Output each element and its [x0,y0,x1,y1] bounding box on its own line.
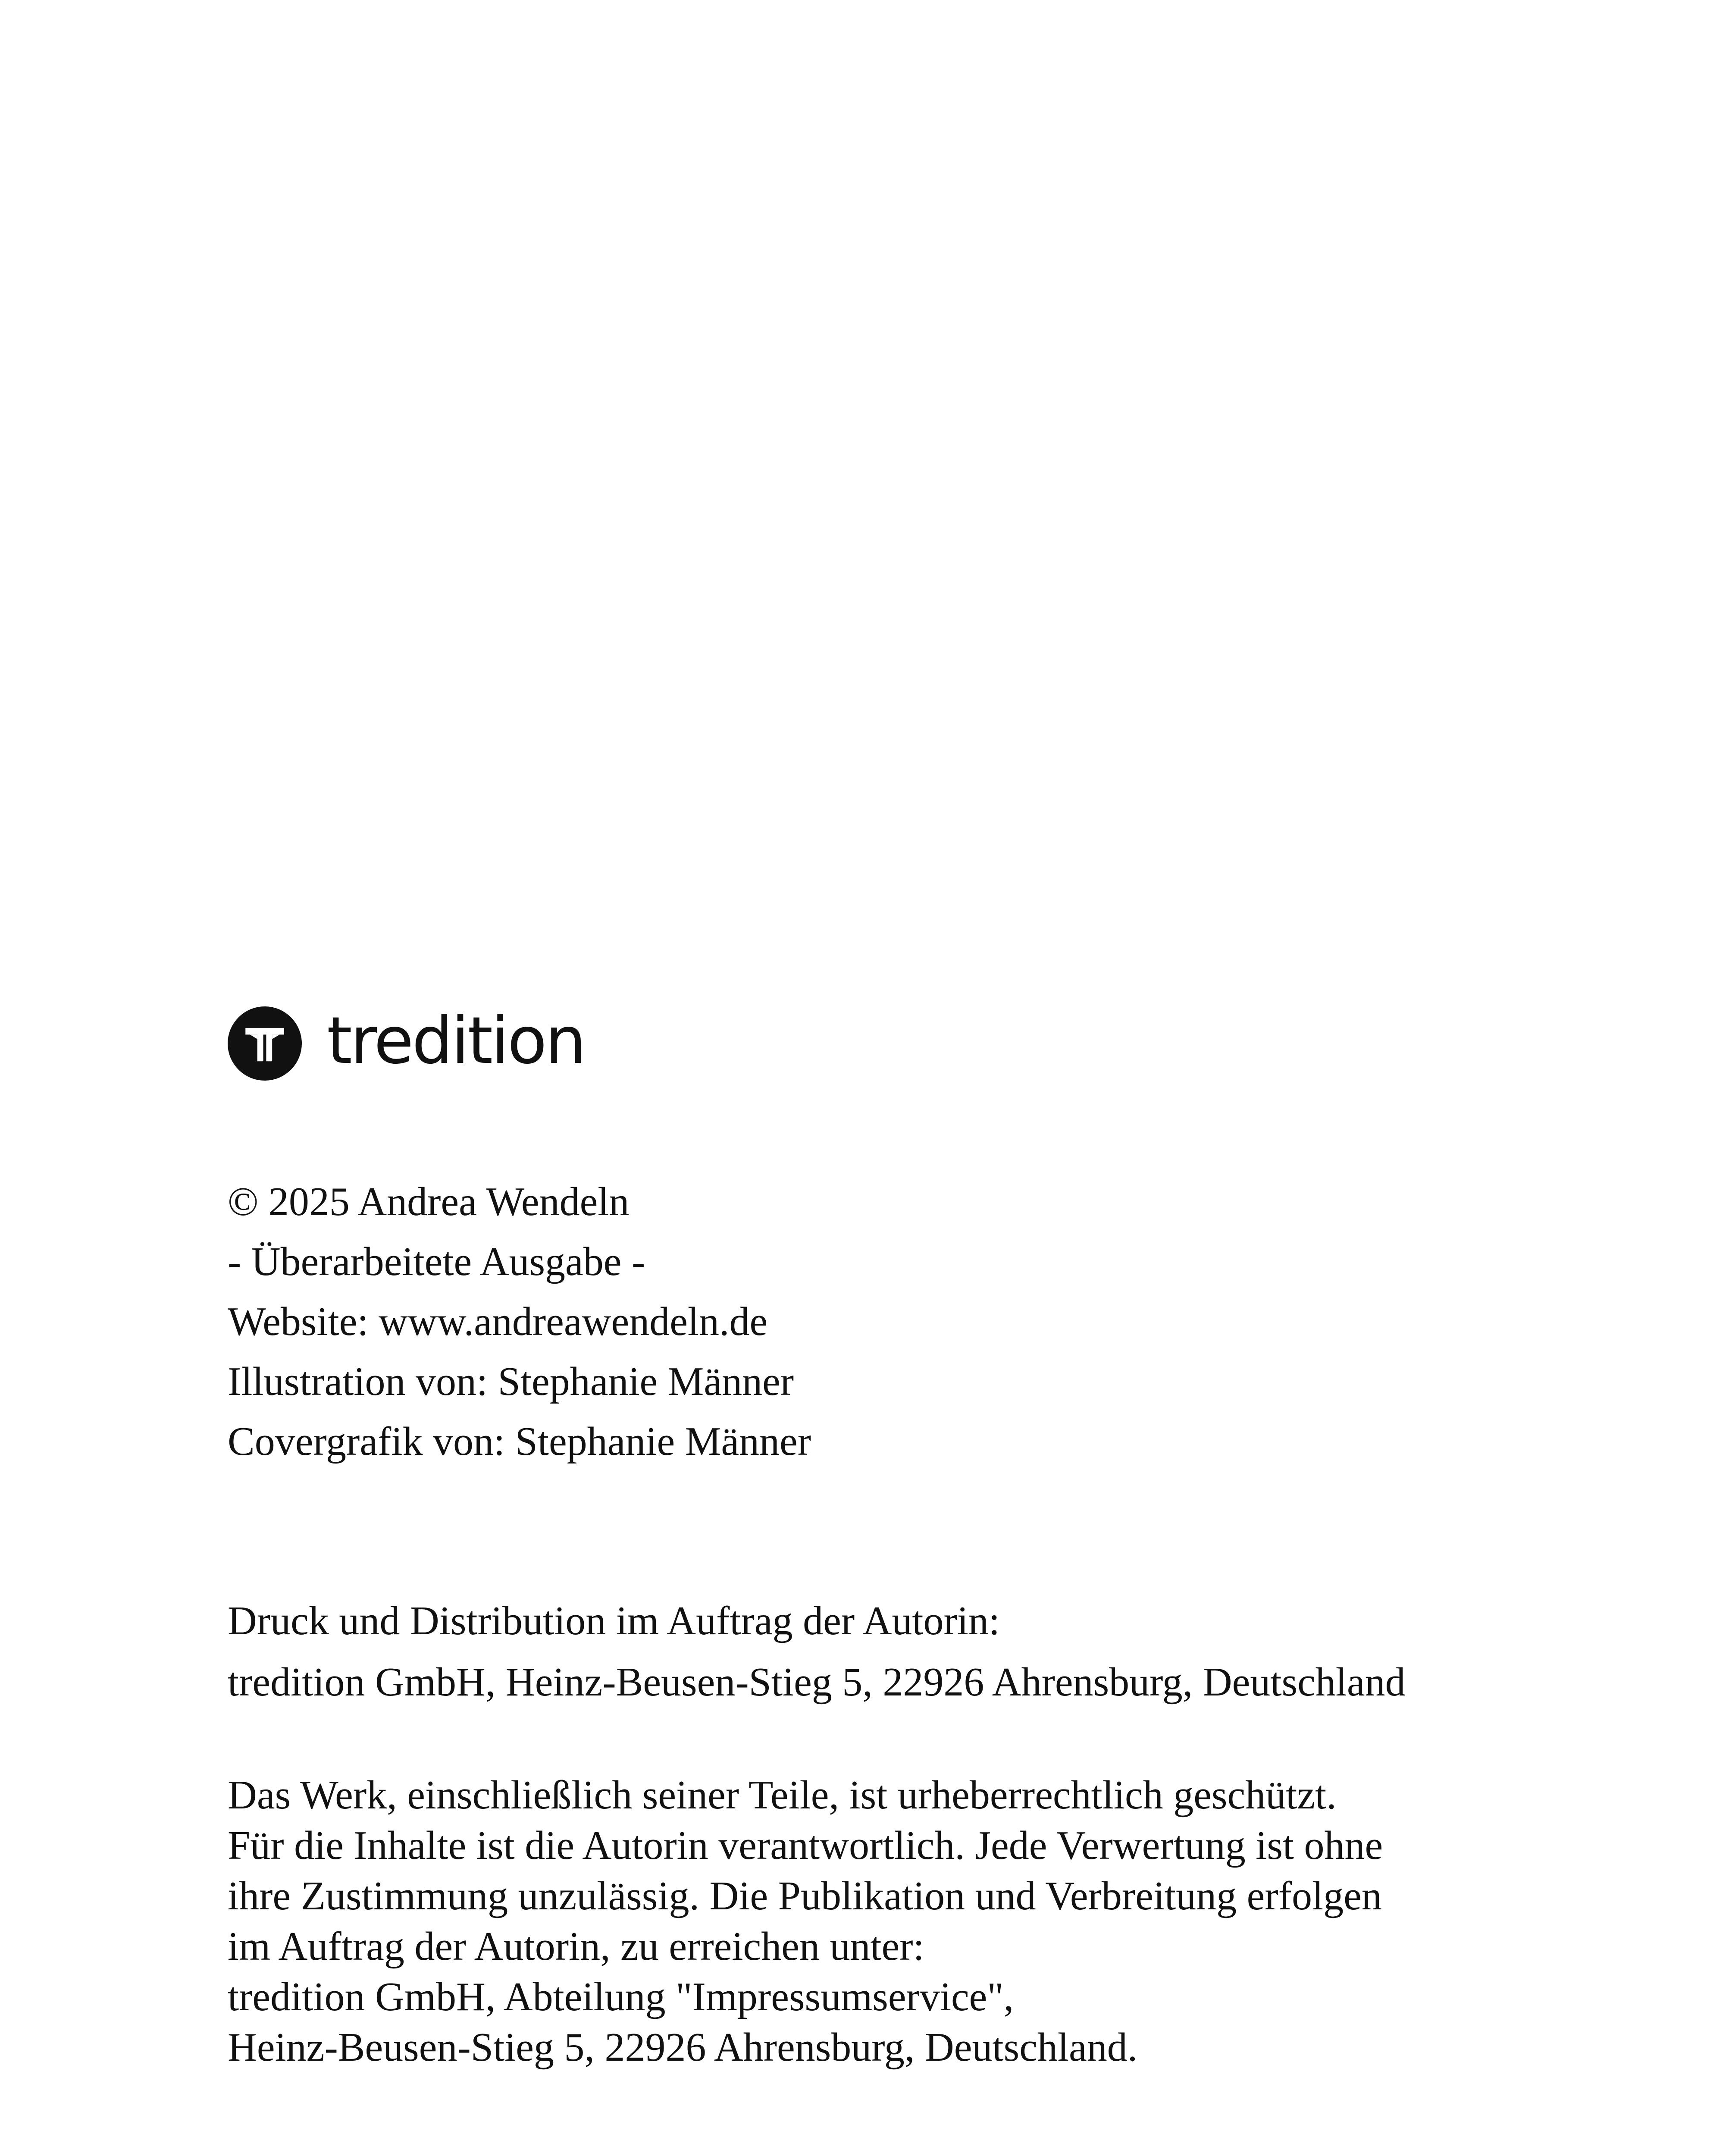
illustration-credit-line: Illustration von: Stephanie Männer [228,1359,794,1404]
imprint-block [228,1590,1406,1713]
legal-line: tredition GmbH, Abteilung "Impressumservice", [228,1974,1014,2019]
copyright-line: © 2025 Andrea Wendeln [228,1179,630,1224]
edition-line: - Überarbeitete Ausgabe - [228,1239,645,1284]
tredition-logo-icon [228,1006,302,1081]
legal-line: Für die Inhalte ist die Autorin verantwortlich. Jede Verwertung ist ohne [228,1823,1383,1868]
logo-wordmark: tredition [327,1003,585,1078]
legal-line: Das Werk, einschließlich seiner Teile, ist urheberrechtlich geschützt. [228,1773,1337,1818]
imprint-line: Druck und Distribution im Auftrag der Autorin: [228,1598,1000,1643]
legal-line: ihre Zustimmung unzulässig. Die Publikation und Verbreitung erfolgen [228,1874,1382,1918]
legal-line: Heinz-Beusen-Stieg 5, 22926 Ahrensburg, Deutschland. [228,2025,1138,2070]
website-line: Website: www.andreawendeln.de [228,1299,768,1344]
legal-notice-block [228,1770,1383,2073]
cover-credit-line: Covergrafik von: Stephanie Männer [228,1419,811,1464]
credits-block [228,1172,811,1472]
legal-line: im Auftrag der Autorin, zu erreichen unter: [228,1924,924,1969]
imprint-line: tredition GmbH, Heinz-Beusen-Stieg 5, 22926 Ahrensburg, Deutschland [228,1660,1406,1705]
publisher-logo [228,1005,585,1082]
